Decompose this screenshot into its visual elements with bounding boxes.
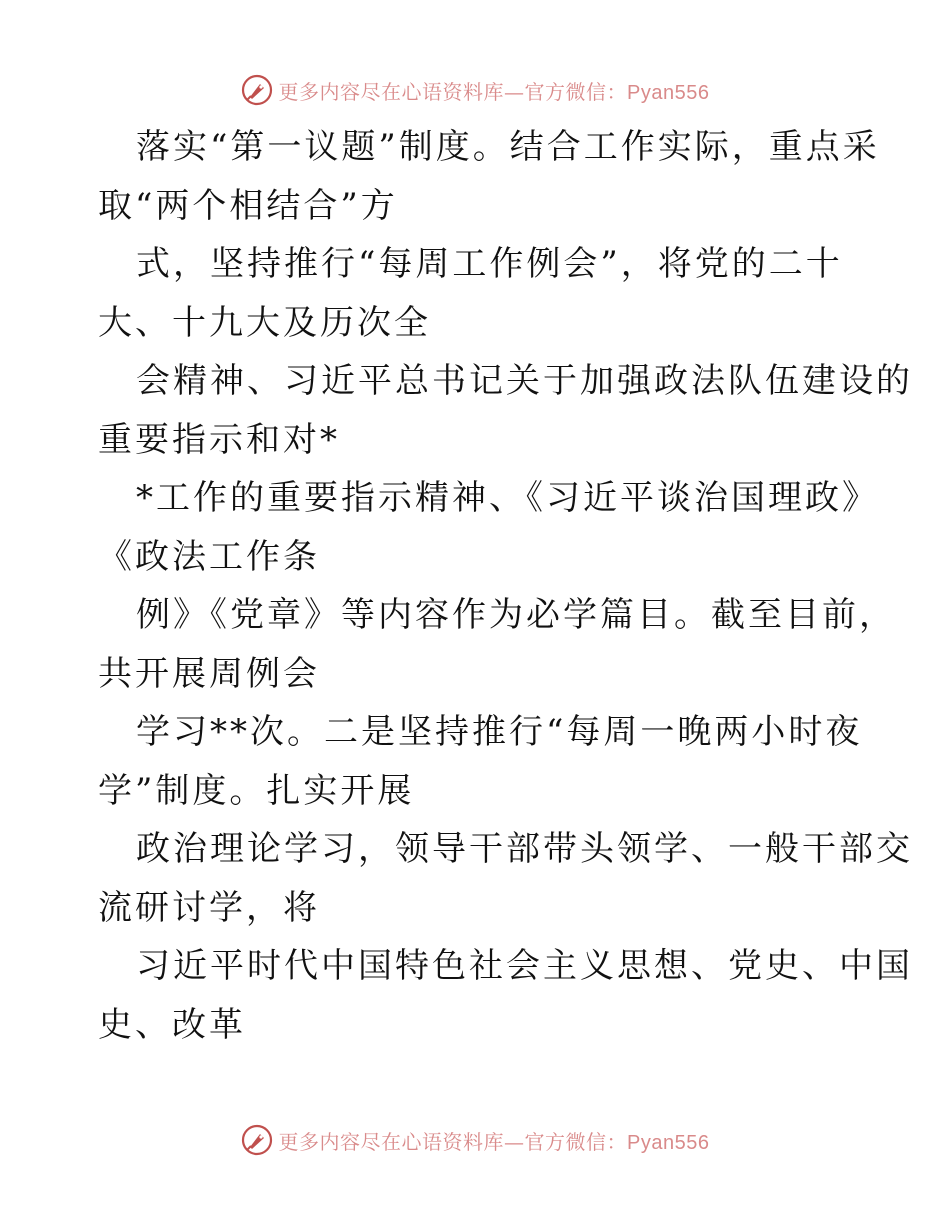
watermark-label: 更多内容尽在心语资料库—官方微信：	[278, 79, 628, 104]
text-line: 取“两个相结合”方	[98, 185, 398, 226]
text-line: *工作的重要指示精神、《习近平谈治国理政》	[136, 478, 879, 518]
text-line: 习近平时代中国特色社会主义思想、党史、中国	[136, 946, 913, 986]
text-line: 政治理论学习，领导干部带头领学、一般干部交	[136, 829, 913, 869]
pen-nib-logo-icon	[241, 74, 273, 106]
watermark-id: Pyan556	[627, 81, 710, 104]
text-line: 会精神、习近平总书记关于加强政法队伍建设的	[136, 361, 913, 401]
text-line: 学”制度。扎实开展	[98, 770, 415, 811]
watermark-text	[279, 1126, 710, 1155]
text-line: 流研讨学，将	[98, 887, 320, 928]
watermark-text	[279, 76, 710, 105]
footer-watermark	[0, 1120, 950, 1160]
text-line: 《政法工作条	[98, 536, 320, 577]
header-watermark	[0, 70, 950, 110]
text-line: 例》《党章》等内容作为必学篇目。截至目前，	[136, 595, 896, 635]
text-line: 式，坚持推行“每周工作例会”，将党的二十	[136, 244, 843, 284]
pen-nib-logo-icon	[241, 1124, 273, 1156]
text-line: 共开展周例会	[98, 653, 320, 694]
text-line: 大、十九大及历次全	[98, 302, 431, 343]
text-line: 史、改革	[98, 1004, 246, 1045]
watermark-label: 更多内容尽在心语资料库—官方微信：	[278, 1129, 628, 1154]
text-line: 学习**次。二是坚持推行“每周一晚两小时夜	[136, 712, 863, 752]
document-body	[98, 118, 913, 1054]
watermark-id: Pyan556	[627, 1131, 710, 1154]
text-line: 落实“第一议题”制度。结合工作实际，重点采	[136, 127, 880, 167]
text-line: 重要指示和对*	[98, 419, 340, 460]
